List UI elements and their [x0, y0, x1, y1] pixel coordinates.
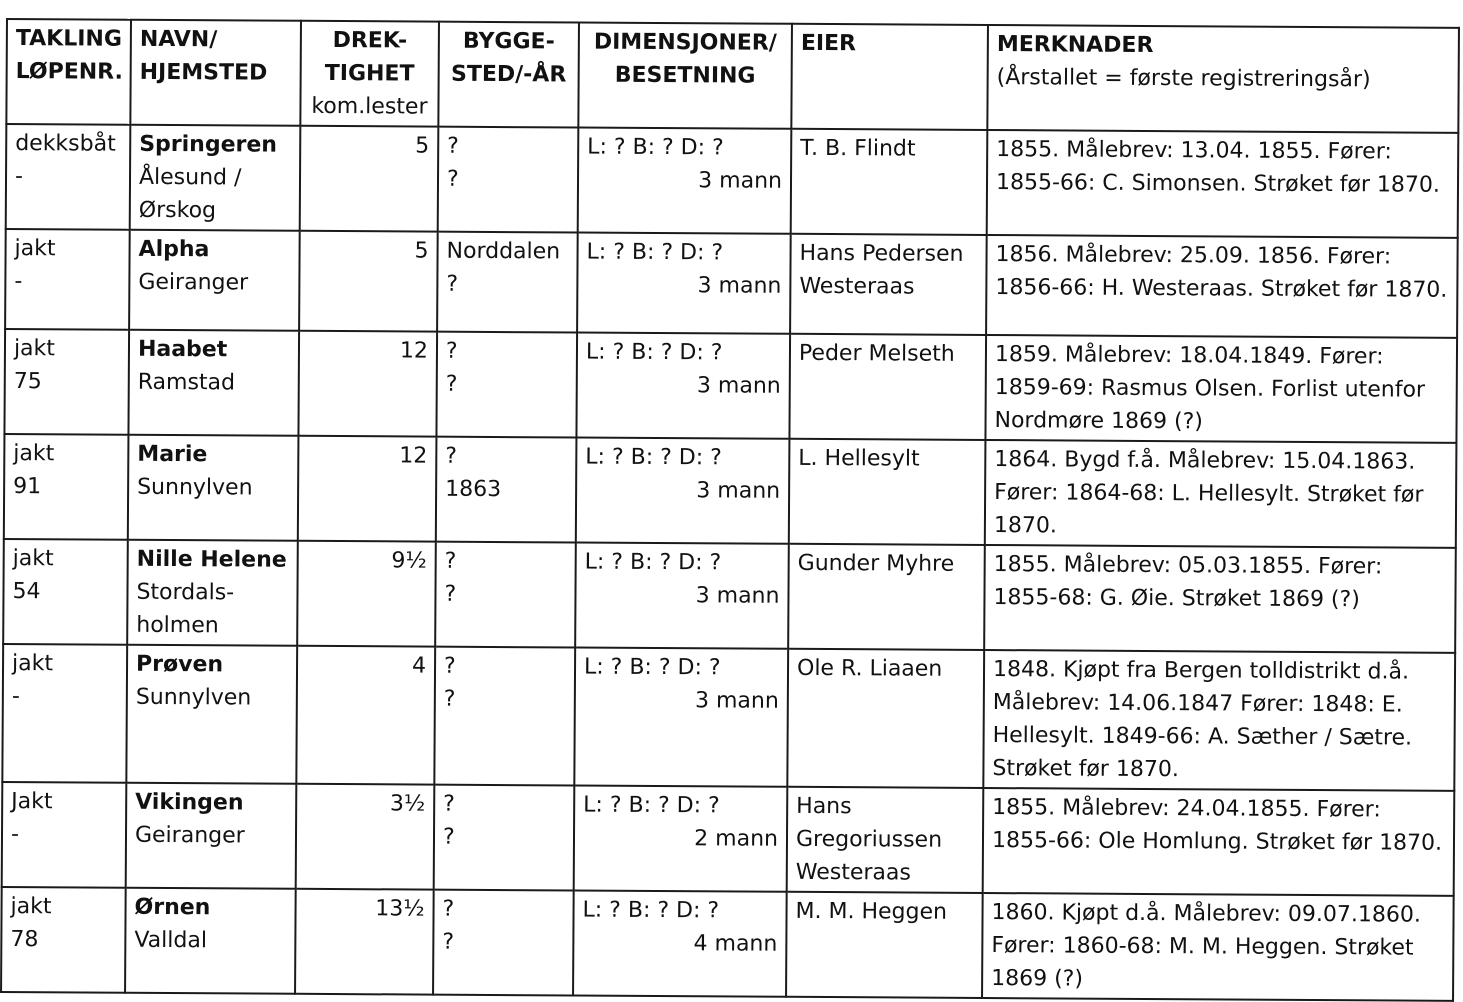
cell-bygge	[434, 647, 575, 786]
drektighet-value: 5	[415, 133, 430, 159]
lopenr-value: 91	[13, 474, 42, 500]
cell-drektighet	[296, 784, 435, 890]
byggeaar-value: 1863	[445, 476, 502, 503]
header-navn: NAVN/ HJEMSTED	[130, 20, 301, 126]
takling-value: jakt	[10, 894, 52, 920]
besetning-value: 3 mann	[695, 583, 780, 609]
cell-drektighet	[295, 889, 434, 995]
cell-drektighet	[298, 331, 437, 437]
cell-bygge	[435, 542, 576, 648]
takling-value: jakt	[11, 651, 54, 677]
cell-eier	[790, 234, 987, 335]
merknader-text: 1860. Kjøpt d.å. Målebrev: 09.07.1860. Fører: 1860-68: M. M. Heggen. Strøket 1869 (?)	[991, 900, 1421, 992]
header-eier: EIER	[791, 24, 988, 130]
cell-eier	[787, 787, 984, 893]
cell-takling	[5, 229, 130, 330]
eier-line: Hans	[796, 793, 852, 820]
cell-dimensjoner	[576, 437, 790, 543]
merknader-text: 1864. Bygd f.å. Målebrev: 15.04.1863. Fører: 1864-68: L. Hellesylt. Strøket før 1870.	[993, 447, 1424, 539]
dimension-values: L: ? B: ? D: ?	[585, 444, 722, 471]
register-sheet	[0, 18, 1458, 1002]
hjemsted-line: Sunnylven	[137, 474, 253, 501]
drektighet-value: 3½	[389, 791, 426, 817]
lopenr-value: -	[11, 684, 20, 710]
vessel-name: Vikingen	[135, 789, 244, 816]
cell-dimensjoner	[574, 785, 788, 891]
hjemsted-line: Sunnylven	[135, 684, 252, 711]
cell-dimensjoner	[575, 542, 789, 648]
table-row	[5, 229, 1458, 338]
dimension-values: L: ? B: ? D: ?	[585, 339, 723, 366]
cell-navn	[130, 125, 301, 231]
byggested-value: ?	[445, 443, 458, 469]
vessel-name: Nille Helene	[136, 546, 287, 573]
cell-dimensjoner	[577, 232, 791, 333]
cell-eier	[786, 892, 983, 998]
header-merknader-sub: (Årstallet = første registreringsår)	[996, 65, 1371, 93]
drektighet-value: 4	[411, 653, 427, 679]
cell-dimensjoner	[576, 332, 790, 438]
cell-eier	[789, 439, 986, 545]
eier-line: Ole R. Liaaen	[796, 655, 943, 682]
besetning-value: 4 mann	[693, 931, 778, 957]
drektighet-value: 5	[414, 238, 429, 264]
cell-dimensjoner	[573, 890, 787, 996]
cell-merknader	[983, 788, 1455, 896]
cell-navn	[126, 783, 297, 889]
drektighet-value: 9½	[391, 548, 427, 574]
vessel-name: Prøven	[135, 651, 224, 678]
cell-merknader	[984, 545, 1456, 653]
hjemsted-line: Valldal	[134, 927, 208, 954]
cell-navn	[128, 435, 299, 541]
hjemsted-line: Ørskog	[138, 197, 217, 224]
vessel-register-table	[0, 18, 1460, 1002]
cell-bygge	[438, 127, 579, 233]
byggested-value: ?	[445, 338, 458, 364]
besetning-value: 3 mann	[694, 688, 779, 714]
cell-navn	[126, 645, 297, 784]
eier-line: L. Hellesylt	[798, 445, 920, 472]
byggeaar-value: ?	[442, 824, 455, 850]
cell-takling	[4, 329, 129, 435]
cell-eier	[791, 129, 988, 235]
takling-value: jakt	[13, 441, 55, 467]
byggested-value: Norddalen	[446, 238, 561, 265]
header-dimensjoner: DIMENSJONER/ BESETNING	[578, 23, 792, 129]
cell-takling	[6, 124, 131, 230]
lopenr-value: -	[14, 269, 23, 295]
cell-navn	[125, 888, 296, 994]
byggested-value: ?	[444, 548, 457, 574]
table-row	[6, 124, 1459, 238]
hjemsted-line: holmen	[136, 612, 219, 639]
hjemsted-line: Stordals-	[136, 579, 235, 606]
byggeaar-value: ?	[446, 271, 459, 297]
dimension-values: L: ? B: ? D: ?	[584, 549, 722, 576]
merknader-text: 1856. Målebrev: 25.09. 1856. Fører: 1856-66: H. Westeraas. Strøket før 1870.	[995, 242, 1448, 303]
byggested-value: ?	[442, 896, 455, 922]
cell-takling	[3, 539, 128, 645]
cell-dimensjoner	[578, 127, 792, 233]
header-drektighet-unit: kom.lester	[311, 93, 428, 120]
lopenr-value: -	[14, 164, 24, 190]
cell-bygge	[433, 890, 574, 996]
drektighet-value: 13½	[375, 896, 425, 922]
header-takling: TAKLING LØPENR.	[6, 19, 131, 125]
header-bygge: BYGGE- STED/-ÅR	[438, 22, 579, 128]
header-drektighet: DREK- TIGHET kom.lester	[300, 21, 439, 127]
eier-line: Westeraas	[799, 273, 915, 300]
hjemsted-line: Geiranger	[134, 822, 245, 849]
dimension-values: L: ? B: ? D: ?	[583, 654, 721, 681]
byggeaar-value: ?	[446, 166, 459, 192]
cell-takling	[4, 434, 129, 540]
eier-line: Westeraas	[795, 859, 911, 886]
vessel-name: Alpha	[138, 236, 210, 263]
vessel-name: Springeren	[139, 131, 278, 158]
cell-navn	[128, 330, 299, 436]
hjemsted-line: Geiranger	[138, 269, 249, 296]
lopenr-value: 54	[12, 579, 41, 605]
takling-value: Jakt	[11, 789, 53, 815]
eier-line: Peder Melseth	[798, 340, 955, 367]
cell-eier	[787, 649, 984, 788]
merknader-text: 1855. Målebrev: 24.04.1855. Fører: 1855-66: Ole Homlung. Strøket før 1870.	[991, 795, 1443, 856]
cell-drektighet	[298, 436, 437, 542]
lopenr-value: -	[10, 822, 20, 848]
cell-navn	[127, 540, 298, 646]
drektighet-value: 12	[399, 443, 428, 469]
drektighet-value: 12	[399, 338, 429, 364]
eier-line: M. M. Heggen	[795, 898, 948, 925]
takling-value: jakt	[12, 546, 54, 572]
eier-line: Hans Pedersen	[799, 240, 964, 267]
cell-merknader	[986, 235, 1458, 338]
table-row	[4, 329, 1457, 443]
eier-line: Gunder Myhre	[797, 550, 955, 577]
takling-value: jakt	[14, 236, 56, 262]
vessel-name: Ørnen	[134, 894, 211, 921]
cell-merknader	[985, 440, 1457, 548]
hjemsted-line: Ålesund /	[138, 164, 242, 191]
cell-merknader	[982, 893, 1454, 1001]
merknader-text: 1855. Målebrev: 05.03.1855. Fører: 1855-68: G. Øie. Strøket 1869 (?)	[993, 552, 1383, 613]
hjemsted-line: Ramstad	[137, 369, 236, 396]
header-row	[6, 19, 1459, 133]
merknader-text: 1859. Målebrev: 18.04.1849. Fører: 1859-69: Rasmus Olsen. Forlist utenfor Nordmøre 1869 (?)	[994, 342, 1426, 435]
dimension-values: L: ? B: ? D: ?	[586, 239, 724, 266]
byggeaar-value: ?	[445, 371, 458, 397]
table-row	[3, 539, 1456, 653]
cell-merknader	[983, 650, 1455, 791]
cell-bygge	[436, 332, 577, 438]
byggeaar-value: ?	[442, 929, 455, 955]
cell-bygge	[434, 785, 575, 891]
cell-drektighet	[299, 231, 438, 332]
takling-value: jakt	[13, 336, 56, 362]
dimension-values: L: ? B: ? D: ?	[583, 792, 720, 819]
table-row	[2, 644, 1455, 791]
cell-drektighet	[296, 646, 435, 785]
cell-dimensjoner	[574, 647, 788, 786]
byggested-value: ?	[443, 791, 455, 817]
cell-merknader	[985, 335, 1457, 443]
besetning-value: 3 mann	[696, 373, 781, 399]
cell-eier	[789, 334, 986, 440]
cell-navn	[129, 230, 300, 331]
header-merknader: MERKNADER (Årstallet = første registreringsår)	[987, 25, 1459, 133]
table-row	[2, 782, 1455, 896]
besetning-value: 2 mann	[694, 826, 779, 852]
table-row	[1, 887, 1454, 1001]
takling-value: dekksbåt	[15, 131, 116, 157]
cell-drektighet	[300, 126, 439, 232]
besetning-value: 3 mann	[698, 168, 783, 194]
lopenr-value: 75	[13, 369, 42, 395]
cell-bygge	[436, 437, 577, 543]
vessel-name: Haabet	[137, 336, 228, 363]
cell-drektighet	[297, 541, 436, 647]
byggested-value: ?	[447, 133, 459, 159]
cell-takling	[2, 644, 127, 783]
byggeaar-value: ?	[443, 686, 456, 712]
byggested-value: ?	[443, 653, 456, 679]
cell-takling	[1, 887, 126, 993]
cell-takling	[2, 782, 127, 888]
table-row	[4, 434, 1457, 548]
dimension-values: L: ? B: ? D: ?	[587, 134, 724, 161]
eier-line: T. B. Flindt	[800, 135, 916, 162]
dimension-values: L: ? B: ? D: ?	[582, 897, 720, 924]
cell-bygge	[437, 232, 578, 333]
besetning-value: 3 mann	[696, 478, 781, 504]
vessel-name: Marie	[137, 441, 208, 468]
merknader-text: 1855. Målebrev: 13.04. 1855. Fører: 1855-66: C. Simonsen. Strøket før 1870.	[995, 137, 1441, 198]
besetning-value: 3 mann	[697, 273, 782, 299]
cell-merknader	[987, 130, 1459, 238]
lopenr-value: 78	[10, 927, 39, 953]
merknader-text: 1848. Kjøpt fra Bergen tolldistrikt d.å. Målebrev: 14.06.1847 Fører: 1848: E. Hellesylt. 1849-66: A. Sæther / Sætre. Strøket før 1870.	[992, 657, 1413, 783]
cell-eier	[788, 544, 985, 650]
byggeaar-value: ?	[444, 581, 457, 607]
eier-line: Gregoriussen	[795, 826, 943, 853]
